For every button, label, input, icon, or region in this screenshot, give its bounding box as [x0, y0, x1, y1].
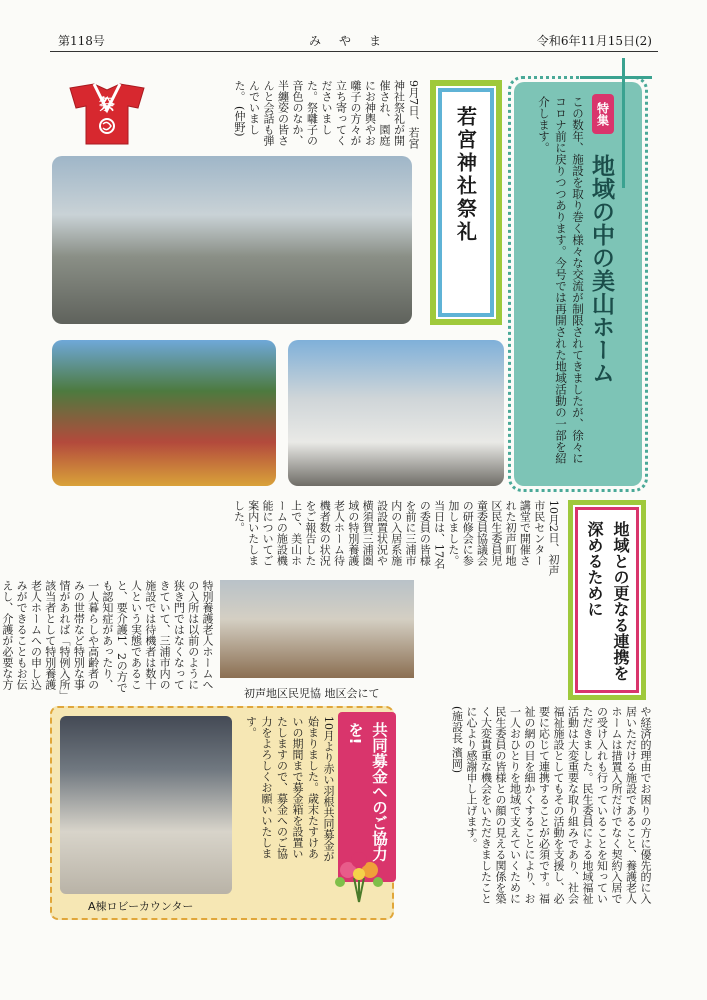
cooperation-text-2: 特別養護老人ホームへの入所は以前のように狭き門ではなくなってきていて、三浦市内の施設では待機者は数十人という実態であること、要介護1、2の方でも認知症があったり、一人暮らしや高齢者のみの世帯など特別な事情があれば「特例入所」該当者として特別養護老人ホームへの申し込みができることもお伝えし、介護が必要な方 [0, 580, 214, 696]
happi-coat-icon [66, 80, 148, 146]
donation-box-photo [60, 716, 232, 894]
issue-date: 令和6年11月15日(2) [536, 34, 652, 48]
meeting-photo-caption: 初声地区民児協 地区会にて [244, 687, 380, 700]
fund-title: 共同募金へのご協力を! [346, 722, 388, 862]
festival-title: 若宮神社祭礼 [453, 106, 478, 244]
feature-headline: 地域の中の美山ホーム [588, 154, 614, 384]
cooperation-title-box [568, 500, 646, 700]
cooperation-text-3 [404, 706, 652, 906]
feature-panel [514, 82, 642, 486]
happi-kanji: 祭 [98, 95, 116, 114]
fund-text: 10月より赤い羽根共同募金が始まりました。歳末たすけあいの期間まで募金箱を設置いたしますので、募金へのご協力をよろしくお願いいたします。 [244, 716, 335, 862]
festival-signature: (仲野) [233, 105, 246, 137]
festival-performers-photo [288, 340, 504, 486]
festival-article [164, 80, 420, 152]
festival-text: 9月7日、若宮神社祭礼が開催され、園庭にお神輿やお囃子の方々が立ち寄ってくださいました。祭囃子の音色のなか、半纏姿の皆さんと会話も弾んでいました。 [233, 80, 420, 149]
festival-mikoshi-photo [52, 340, 276, 486]
cooperation-signature: (施設長 濱岡) [450, 706, 464, 774]
fund-photo-caption: A棟ロビーカウンター [88, 900, 194, 913]
decorative-line-horizontal [580, 76, 652, 79]
cooperation-text-3-body: や経済的理由でお困りの方に優先的に入居いただける施設であること、養護老人ホームは措置入所だけでなく契約入居での受け入れも行っていることを知っていただきました。民生委員による地域福祉活動は大変重要な取り組みであり、社会福祉施設としてもその活動を支援し、必要に応じて連携することが必須です。福祉の網の目を細かくすることにより、お一人おひとりを地域で支えていくために民生委員の皆様との顔の見える関係を築く大変貴重な機会をいただきましたことに心より感謝申し上げます。 [465, 706, 652, 904]
flower-bouquet-icon [332, 848, 386, 904]
cooperation-title: 地域との更なる連携を深めるために [585, 521, 630, 681]
newsletter-title: みやま [308, 34, 399, 48]
feature-badge: 特集 [592, 94, 614, 134]
feature-lead: この数年、施設を取り巻く様々な交流が制限されてきましたが、徐々にコロナ前に戻りつつあります。今号では再開された地域活動の一部を紹介します。 [537, 96, 585, 464]
festival-title-box [430, 80, 502, 325]
festival-group-photo [52, 156, 412, 324]
page-header [50, 28, 658, 52]
cooperation-text-1: 10月2日、初声市民センター講堂で開催された初声町地区民生委員児童委員協議会の研修会に参加しました。当日は、17名の委員の皆様を前に三浦市内の入居系施設設置状況や横須賀三浦圏域の特別養護老人ホーム待機者数の状況をご報告した上で、美山ホームの施設機能についてご案内いたしました。 [232, 500, 560, 576]
meeting-photo [220, 580, 414, 678]
issue-number: 第118号 [58, 34, 105, 48]
